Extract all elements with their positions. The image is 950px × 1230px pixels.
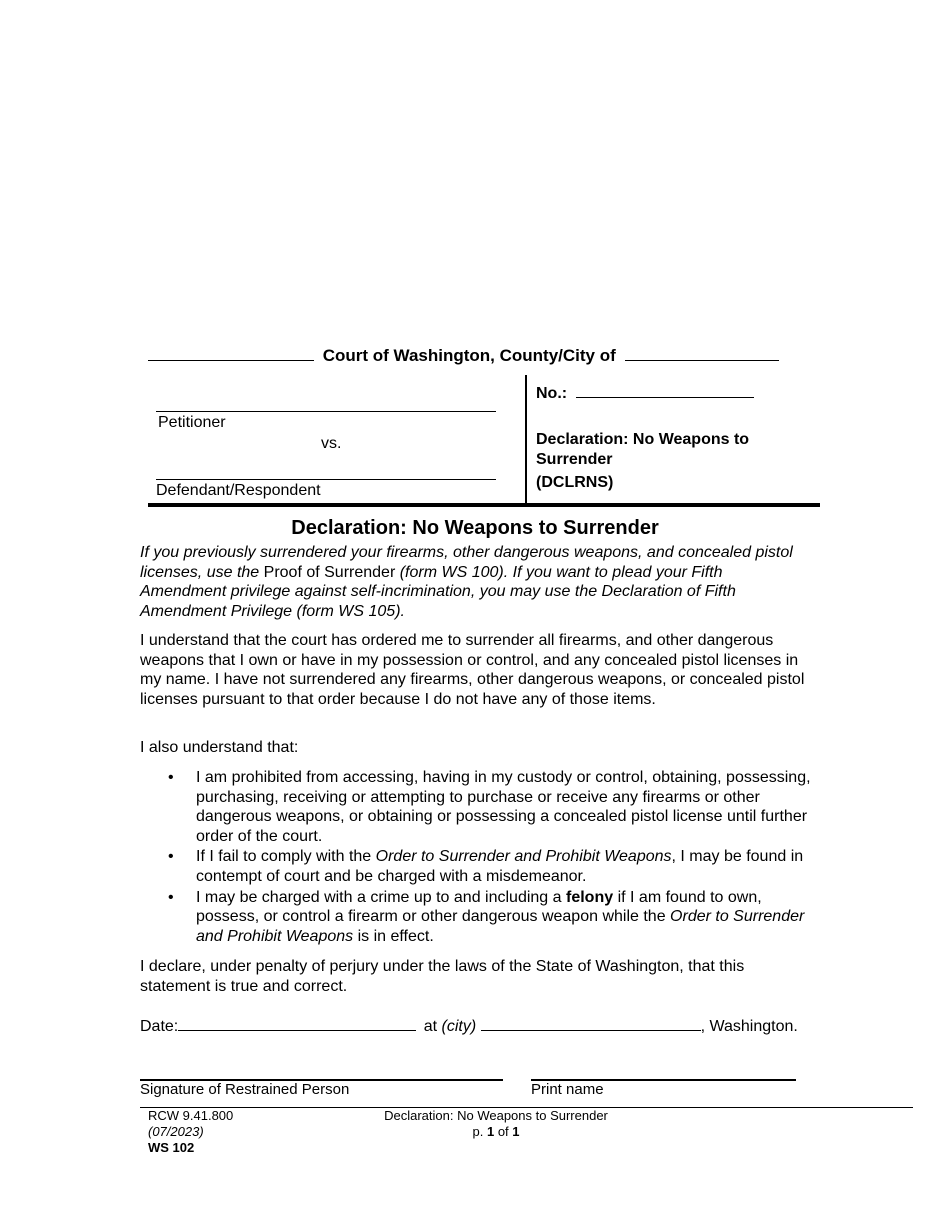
caption-bottom-rule [148,503,820,507]
understanding-paragraph: I understand that the court has ordered me to surrender all firearms, and other dangerous weapons that I own or have in my possession or control, and any concealed pistol licenses in my name. I have not surrendered any firearms, other dangerous weapons, or concealed pistol licenses pursuant to that order because I do not have any of those items. [140,632,805,708]
footer-form-title: Declaration: No Weapons to Surrender [384,1108,608,1123]
caption-divider [525,375,527,503]
bullet-glyph: • [168,848,174,866]
list-item [140,768,812,846]
page-current: 1 [486,1124,495,1139]
at-label: at [423,1018,438,1035]
date-field[interactable] [178,1014,416,1031]
petitioner-label: Petitioner [158,414,226,431]
footer-left [148,1108,233,1156]
case-number [536,381,754,403]
state-suffix: , Washington. [700,1018,798,1035]
bullet-text-a: If I fail to comply with the [196,848,372,866]
form-code: (DCLRNS) [536,474,614,491]
page-indicator [346,1124,646,1140]
bullet-text-c: , I may be found in contempt of court and be charged with a misdemeanor. [196,848,804,885]
intro-part1: If you previously surrendered your firearms, other dangerous weapons, and concealed pistol licenses, use the [140,544,793,581]
order-reference: Order to Surrender and Prohibit Weapons [375,848,672,866]
acknowledgement-list [140,768,812,946]
list-item [140,888,812,947]
respondent-label: Defendant/Respondent [156,482,321,499]
list-item [140,847,812,886]
page-title: Declaration: No Weapons to Surrender [291,517,659,539]
also-understand-paragraph: I also understand that: [140,739,299,756]
vs-label: vs. [321,435,342,452]
court-header-text: Court of Washington, County/City of [322,346,616,365]
print-name-label: Print name [531,1081,604,1098]
bullet-glyph: • [168,888,174,906]
city-label: (city) [441,1018,477,1035]
form-number: WS 102 [148,1140,195,1155]
felony-emphasis: felony [566,888,614,906]
order-reference: Order to Surrender and Prohibit Weapons [196,908,805,945]
bullet-text-c: if I am found to own, possess, or control a firearm or other dangerous weapon while the [196,888,762,926]
form-title-line1: Declaration: No Weapons to [536,431,750,448]
county-city-blank[interactable] [625,344,779,361]
respondent-name-line[interactable] [156,479,496,480]
city-field[interactable] [481,1014,701,1031]
perjury-declaration: I declare, under penalty of perjury under the laws of the State of Washington, that this statement is true and correct. [140,958,745,995]
petitioner-name-line[interactable] [156,411,496,412]
proof-of-surrender-ref: Proof of Surrender [263,563,396,581]
court-header [148,344,804,366]
rcw-citation: RCW 9.41.800 [148,1108,234,1123]
bullet-text-a: I may be charged with a crime up to and including a [196,888,562,906]
page-of: of [497,1124,509,1139]
form-title-right [536,430,749,469]
case-number-blank[interactable] [576,381,754,398]
footer-center [346,1108,646,1140]
bullet-text: I am prohibited from accessing, having in my custody or control, obtaining, possessing, purchasing, receiving or attempting to purchase or receive any firearms or other dangerous weapons, or obtaining or possessing a concealed pistol license until further order of the court. [196,769,811,845]
intro-instructions [140,543,812,621]
date-city-line [140,1014,798,1036]
court-name-blank[interactable] [148,344,314,361]
case-number-label: No.: [536,385,568,402]
page-total: 1 [512,1124,520,1139]
form-title-line2: Surrender [536,450,613,468]
intro-part3: (form WS 100). If you want to plead your Fifth Amendment privilege against self-incrimination, you may use the Declaration of Fifth Amendment Privilege (form WS 105). [140,563,736,620]
page-prefix: p. [472,1124,484,1139]
bullet-glyph: • [168,769,174,786]
bullet-text-e: is in effect. [357,927,434,945]
signature-label: Signature of Restrained Person [140,1081,350,1098]
date-label: Date: [140,1018,179,1035]
form-revision-date: (07/2023) [148,1124,204,1139]
